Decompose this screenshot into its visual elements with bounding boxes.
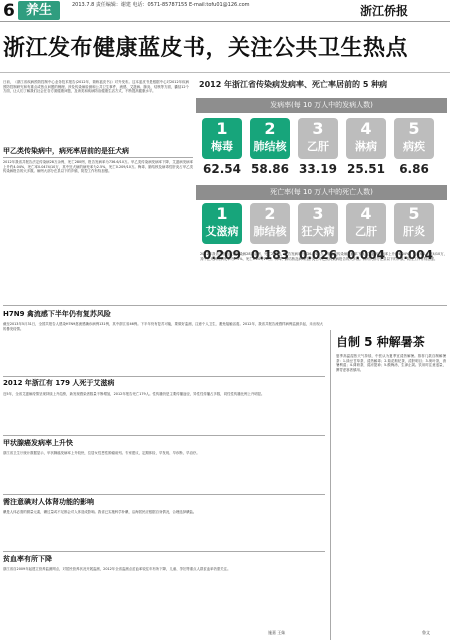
incidence-tile — [298, 118, 338, 159]
incidence-tile — [202, 118, 242, 159]
divider — [3, 494, 325, 495]
death-tile — [298, 203, 338, 244]
incidence-rank: 5 — [408, 119, 420, 138]
incidence-band — [196, 98, 447, 113]
incidence-tile — [250, 118, 290, 159]
article-title: H7N9 禽流感下半年仍有复苏风险 — [3, 310, 111, 318]
divider — [3, 305, 447, 306]
lead-paragraph: 日前，《浙江省疾病预防控制中心业务技术报告(2012年，简称蓝皮书)》对外发布。这本蓝皮书是根据中心对2012年疾病预防控制研究和有重点或热点问题的梳理、涉及传染病检测和公共卫生事件，流感、艾滋病、肺炎、结核等方面，囊括12个方面，让人们了解我们社会在各方面健康问题，及该类和疾病防治健康生活方式，不断提高健康水平。 — [3, 80, 189, 94]
divider — [0, 72, 450, 73]
death-disease-name: 艾滋病 — [205, 225, 239, 238]
article-title: 甲乙类传染病中，病死率居前的是狂犬病 — [3, 147, 129, 155]
incidence-tile — [346, 118, 386, 159]
divider — [3, 551, 325, 552]
sidebar-title: 自制 5 种解暑茶 — [336, 335, 425, 349]
article-body: 碘是人体必需的微量元素，碘过量或不足都会对人体造成影响。我省已实施科学补碘，沿海居民应根据自身情况，合理选择碘盐。 — [3, 510, 197, 514]
incidence-rank: 4 — [360, 119, 372, 138]
sidebar-credit: 鲁文 — [422, 630, 430, 635]
death-tile — [394, 203, 434, 244]
death-rank: 4 — [360, 204, 372, 223]
death-value: 0.183 — [251, 248, 289, 262]
death-tile — [346, 203, 386, 244]
death-rank: 5 — [408, 204, 420, 223]
incidence-value: 62.54 — [203, 162, 241, 176]
death-value: 0.004 — [347, 248, 385, 262]
death-value: 0.004 — [395, 248, 433, 262]
incidence-disease-name: 病疾 — [403, 140, 425, 153]
article-title: 2012 年浙江有 179 人死于艾滋病 — [3, 379, 115, 387]
death-band — [196, 185, 447, 200]
death-disease-name: 狂犬病 — [301, 225, 335, 238]
header-info: 2013.7.8 责任编辑：谢建 电话：0571-85787155 E-mail:tofu01@126.com — [72, 2, 250, 8]
incidence-rank: 2 — [264, 119, 276, 138]
page-number: 6 — [3, 1, 15, 21]
incidence-value: 58.86 — [251, 162, 289, 176]
headline: 浙江发布健康蓝皮书，关注公共卫生热点 — [3, 36, 409, 61]
incidence-disease-name: 乙肝 — [307, 140, 329, 153]
death-tile — [202, 203, 242, 244]
article-body-continued: 2012年我省共报告法定传染病28万余例，死亡280例，报告发病率为736.6/10万。甲乙类传染病发病率下降，艾滋病发病率上升约4.04%，死亡率0.0474/10万，其中狂犬病的病死率为2.5%，死亡0.209/10万。梅毒、肺结核及病毒性肝炎占甲乙类传染病报告的大多数。病例大部分在县以下的乡镇，防控工作有待加强。 — [200, 252, 447, 261]
incidence-value: 6.86 — [399, 162, 429, 176]
death-band-label: 死亡率(每 10 万人中的死亡人数) — [270, 188, 373, 196]
divider — [3, 376, 325, 377]
article-title: 甲状腺癌发病率上升快 — [3, 439, 73, 447]
article-body: 浙江省卫生厅统计数据显示，甲状腺癌发病率上升较快，位居女性恶性肿瘤前列。专家建议，定期体检，早发现、早诊断、早治疗。 — [3, 451, 200, 455]
article-body: 2012年我省共报告法定传染病28万余例，死亡280例，报告发病率为736.6/10万。甲乙类传染病发病率下降，艾滋病发病率上升约4.04%，死亡率0.0474/10万，其中狂犬病的病死率为2.5%，死亡0.209/10万。梅毒、肺结核及病毒性肝炎占甲乙类传染病报告的大多数。病例大部分在县以下的乡镇，防控工作有待加强。 — [3, 160, 193, 174]
death-tile — [250, 203, 290, 244]
divider — [3, 435, 325, 436]
section-label: 养生 — [18, 1, 60, 20]
masthead: 浙江侨报 — [360, 4, 409, 18]
article-body: 近5年，全省艾滋病疫情呈现持续上升趋势，新发现感染者数量不断增加，2012年报告死亡179人。性传播仍是主要传播途径，异性性传播占多数，同性性传播比例上升明显。 — [3, 392, 265, 396]
death-rank: 3 — [312, 204, 324, 223]
incidence-disease-name: 肺结核 — [253, 140, 287, 153]
incidence-value: 25.51 — [347, 162, 385, 176]
bottom-credit: 施嘉 王妹 — [268, 630, 286, 635]
article-title: 需注意碘对人体肾功能的影响 — [3, 498, 94, 506]
death-rank: 2 — [264, 204, 276, 223]
death-disease-name: 乙肝 — [355, 225, 377, 238]
incidence-disease-name: 梅毒 — [211, 140, 233, 153]
divider — [3, 157, 193, 158]
chart-title: 2012 年浙江省传染病发病率、死亡率居前的 5 种病 — [199, 80, 388, 89]
death-rank: 1 — [216, 204, 228, 223]
sidebar-body: 夏季高温湿热天气持续，中医认为夏季宜清热解暑。推荐几款自制解暑茶：1.绿豆甘草茶，清热解毒；2.菊花枸杞茶，清肝明目；3.荷叶茶，消暑利湿；4.薄荷茶，清凉提神；5.酸梅汤，生津止渴。饮用时注意适量，脾胃虚寒者慎用。 — [336, 354, 446, 372]
death-value: 0.209 — [203, 248, 241, 262]
article-body: 截至2013年5月31日，全国共报告人感染H7N9禽流感确诊病例131例，其中浙江省46例。下半年仍有复苏可能，要做好监测，注意个人卫生，避免接触活禽。2012年，我省共报告流感样病例监测多起，未出现大的暴发疫情。 — [3, 322, 323, 331]
incidence-band-label: 发病率(每 10 万人中的发病人数) — [270, 101, 373, 109]
incidence-value: 33.19 — [299, 162, 337, 176]
incidence-rank: 1 — [216, 119, 228, 138]
death-value: 0.026 — [299, 248, 337, 262]
incidence-tile — [394, 118, 434, 159]
death-disease-name: 肝炎 — [403, 225, 425, 238]
article-title: 贫血率有所下降 — [3, 555, 52, 563]
article-body: 浙江省自2009年起建立营养监测网点，对居民营养状况开展监测，2012年全省监测点贫血率较往年有所下降，儿童、孕妇等重点人群贫血率仍需关注。 — [3, 567, 231, 571]
incidence-rank: 3 — [312, 119, 324, 138]
death-disease-name: 肺结核 — [253, 225, 287, 238]
incidence-disease-name: 淋病 — [355, 140, 377, 153]
